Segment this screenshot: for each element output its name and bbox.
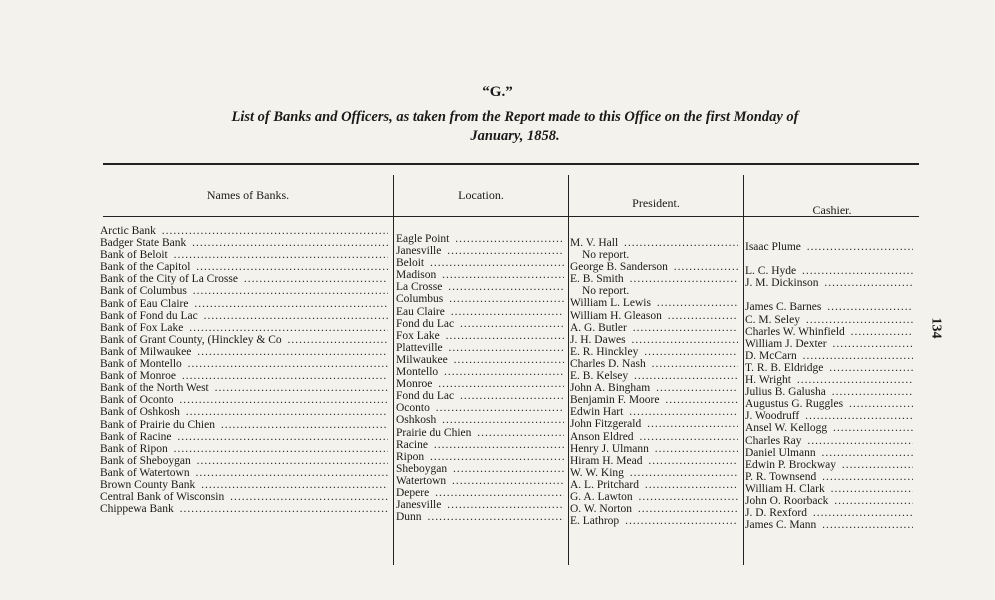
bank-name-row-text: Arctic Bank	[100, 225, 156, 237]
cashier-row-text: J. M. Dickinson	[745, 277, 819, 290]
bank-name-row-text: Bank of Grant County, (Hinckley & Co	[100, 333, 282, 346]
cashier-row-text: Charles Ray	[745, 434, 802, 447]
bank-name-row	[100, 358, 388, 370]
location-row	[396, 269, 564, 281]
section-label: “G.”	[482, 84, 513, 100]
cashier-row-text: C. M. Seley	[745, 313, 800, 326]
president-row-text: M. V. Hall	[570, 237, 619, 249]
location-row	[396, 281, 564, 293]
location-row-text: La Crosse	[396, 281, 443, 294]
bank-name-row	[100, 285, 388, 297]
president-row	[570, 467, 738, 479]
bank-name-row-text: Bank of Beloit	[100, 249, 168, 262]
location-row	[396, 451, 564, 463]
president-row-text: E. B. Kelsey	[570, 370, 629, 383]
cashier-row	[745, 265, 913, 277]
location-row-text: Fond du Lac	[396, 390, 455, 403]
president-row-text: E. B. Smith	[570, 273, 624, 286]
bank-name-row	[100, 249, 388, 261]
president-row-text: William H. Gleason	[570, 309, 662, 322]
cashier-row-text: D. McCarn	[745, 349, 797, 362]
cashier-row	[745, 386, 913, 398]
cashier-row-text: James C. Barnes	[745, 301, 822, 314]
location-row-text: Fox Lake	[396, 329, 440, 342]
president-row	[570, 443, 738, 455]
cashier-row	[745, 447, 913, 459]
location-row	[396, 257, 564, 269]
location-row	[396, 499, 564, 511]
header-cashier: Cashier.	[812, 203, 852, 217]
bank-name-row	[100, 491, 388, 503]
column-divider	[743, 175, 744, 565]
column-divider	[568, 175, 569, 565]
president-row	[570, 346, 738, 358]
cashier-row	[745, 253, 913, 265]
location-row-text: Eau Claire	[396, 305, 445, 318]
president-row	[570, 322, 738, 334]
location-row-text: Sheboygan	[396, 462, 448, 475]
cashier-row-text: T. R. B. Eldridge	[745, 361, 824, 374]
location-row	[396, 330, 564, 342]
bank-name-row-text: Bank of Oconto	[100, 394, 174, 407]
cashier-row	[745, 374, 913, 386]
location-row	[396, 439, 564, 451]
bank-name-row-text: Central Bank of Wisconsin	[100, 491, 225, 504]
location-row-text: Madison	[396, 269, 437, 282]
cashier-row	[745, 507, 913, 519]
bank-name-row-text: Bank of Fond du Lac	[100, 309, 198, 322]
location-row	[396, 366, 564, 378]
location-row	[396, 354, 564, 366]
cashier-row	[745, 241, 913, 253]
location-row	[396, 245, 564, 257]
locations-column	[396, 233, 564, 523]
cashier-row-text: Edwin P. Brockway	[745, 458, 837, 471]
cashiers-column	[745, 241, 913, 531]
location-row-text: Ripon	[396, 450, 425, 463]
location-row-text: Depere	[396, 486, 430, 499]
cashier-row-text: L. C. Hyde	[745, 265, 797, 278]
location-row	[396, 475, 564, 487]
cashier-row-text: Isaac Plume	[745, 241, 801, 253]
cashier-row	[745, 495, 913, 507]
president-row-text: O. W. Norton	[570, 503, 632, 516]
bank-name-row-text: Badger State Bank	[100, 237, 187, 250]
bank-name-row	[100, 322, 388, 334]
bank-name-row-text: Bank of Fox Lake	[100, 321, 184, 334]
president-row	[570, 273, 738, 285]
president-row-text: G. A. Lawton	[570, 490, 633, 503]
document-title	[120, 108, 910, 146]
cashier-row	[745, 289, 913, 301]
location-row	[396, 511, 564, 523]
president-row	[570, 285, 738, 297]
bank-name-row	[100, 298, 388, 310]
president-row-text: Anson Eldred	[570, 430, 634, 443]
location-row-text: Racine	[396, 438, 428, 451]
header-president: President.	[632, 196, 680, 210]
president-row-text: William L. Lewis	[570, 297, 651, 310]
cashier-row-text: H. Wright	[745, 374, 791, 387]
location-row-text: Montello	[396, 366, 439, 379]
bank-name-row-text: Chippewa Bank	[100, 503, 174, 516]
bank-name-row-text: Bank of Racine	[100, 430, 172, 443]
cashier-row-text: Julius B. Galusha	[745, 386, 826, 399]
president-row	[570, 261, 738, 273]
cashier-row-text: James C. Mann	[745, 519, 817, 532]
location-row-text: Eagle Point	[396, 233, 450, 245]
title-line-1: List of Banks and Officers, as taken from the Report made to this Office on the first Monday of	[231, 109, 799, 125]
cashier-row	[745, 301, 913, 313]
location-row	[396, 378, 564, 390]
bank-name-row-text: Bank of the North West	[100, 382, 209, 395]
bank-name-row-text: Bank of the City of La Crosse	[100, 273, 238, 286]
header-location: Location.	[458, 188, 504, 202]
location-row-text: Fond du Lac	[396, 317, 455, 330]
location-row-text: Janesville	[396, 499, 442, 512]
president-row-text: John A. Bingham	[570, 382, 651, 395]
location-row	[396, 306, 564, 318]
cashier-row-text	[745, 253, 747, 265]
bank-name-row-text: Bank of Columbus	[100, 285, 187, 298]
location-row-text: Columbus	[396, 293, 444, 306]
cashier-row	[745, 435, 913, 447]
page-number: 134	[928, 317, 944, 339]
cashier-row	[745, 338, 913, 350]
bank-name-row-text: Bank of Sheboygan	[100, 454, 191, 467]
president-row	[570, 249, 738, 261]
president-row-text: Henry J. Ulmann	[570, 442, 649, 455]
president-row-text: J. H. Dawes	[570, 333, 626, 346]
cashier-row	[745, 398, 913, 410]
bank-name-row-text: Bank of the Capitol	[100, 261, 191, 274]
bank-name-row	[100, 431, 388, 443]
cashier-row-text: Charles W. Whinfield	[745, 325, 845, 338]
cashier-row	[745, 362, 913, 374]
president-row	[570, 479, 738, 491]
location-row-text: Oconto	[396, 402, 430, 415]
bank-name-row	[100, 503, 388, 515]
location-row	[396, 487, 564, 499]
header-bank-names: Names of Banks.	[206, 188, 290, 202]
bank-name-row-text: Bank of Oshkosh	[100, 406, 180, 419]
location-row	[396, 402, 564, 414]
cashier-row	[745, 471, 913, 483]
cashier-row	[745, 326, 913, 338]
location-row	[396, 293, 564, 305]
bank-name-row	[100, 382, 388, 394]
location-row-text: Janesville	[396, 245, 442, 258]
president-row-text: E. R. Hinckley	[570, 345, 639, 358]
president-row-text: No report.	[582, 285, 630, 298]
bank-name-row	[100, 237, 388, 249]
president-row-text: Edwin Hart	[570, 406, 624, 419]
title-line-2: January, 1858.	[470, 128, 560, 144]
president-row	[570, 515, 738, 527]
president-row-text: John Fitzgerald	[570, 418, 642, 431]
president-row-text: E. Lathrop	[570, 515, 620, 528]
cashier-row-text: John O. Roorback	[745, 494, 829, 507]
president-row	[570, 370, 738, 382]
cashier-row	[745, 422, 913, 434]
bank-name-row	[100, 455, 388, 467]
president-row	[570, 310, 738, 322]
bank-name-row-text: Bank of Ripon	[100, 442, 168, 455]
bank-name-row-text: Bank of Eau Claire	[100, 297, 189, 310]
location-row	[396, 427, 564, 439]
president-row-text: No report.	[582, 249, 630, 262]
location-row	[396, 414, 564, 426]
president-row	[570, 455, 738, 467]
location-row-text: Milwaukee	[396, 353, 448, 366]
bank-name-row-text: Bank of Monroe	[100, 370, 177, 383]
location-row	[396, 233, 564, 245]
cashier-row-text: J. Woodruff	[745, 410, 800, 423]
cashier-row	[745, 483, 913, 495]
bank-name-row	[100, 419, 388, 431]
location-row-text: Oshkosh	[396, 414, 437, 427]
bank-name-row	[100, 273, 388, 285]
president-row-text: A. G. Butler	[570, 321, 627, 334]
president-row-text: A. L. Pritchard	[570, 478, 639, 491]
location-row	[396, 342, 564, 354]
cashier-row-text: William J. Dexter	[745, 337, 827, 350]
location-row	[396, 318, 564, 330]
location-row-text: Monroe	[396, 378, 433, 391]
presidents-column	[570, 237, 738, 527]
president-row	[570, 406, 738, 418]
president-row-text: George B. Sanderson	[570, 261, 668, 274]
cashier-row	[745, 410, 913, 422]
bank-name-row	[100, 443, 388, 455]
location-row-text: Beloit	[396, 257, 425, 270]
bank-name-row	[100, 261, 388, 273]
cashier-row-text: J. D. Rexford	[745, 507, 807, 520]
president-row	[570, 237, 738, 249]
bank-name-row-text: Brown County Bank	[100, 478, 196, 491]
cashier-row	[745, 277, 913, 289]
bank-name-row	[100, 310, 388, 322]
bank-name-row	[100, 406, 388, 418]
president-row	[570, 358, 738, 370]
president-row	[570, 418, 738, 430]
president-row-text: Benjamin F. Moore	[570, 394, 660, 407]
president-row	[570, 503, 738, 515]
cashier-row-text: William H. Clark	[745, 482, 825, 495]
president-row	[570, 297, 738, 309]
bank-name-row-text: Bank of Montello	[100, 358, 182, 371]
bank-name-row	[100, 225, 388, 237]
cashier-row	[745, 519, 913, 531]
cashier-row-text: P. R. Townsend	[745, 470, 817, 483]
cashier-row-text: Augustus G. Ruggles	[745, 398, 844, 411]
cashier-row-text: Ansel W. Kellogg	[745, 422, 828, 435]
bank-name-row-text: Bank of Watertown	[100, 466, 190, 479]
cashier-row-text: Daniel Ulmann	[745, 446, 816, 459]
bank-name-row	[100, 346, 388, 358]
cashier-row	[745, 459, 913, 471]
president-row-text: Charles D. Nash	[570, 357, 646, 370]
president-row-text: W. W. King	[570, 466, 624, 479]
location-row-text: Platteville	[396, 341, 443, 354]
location-row-text: Watertown	[396, 474, 447, 487]
president-row	[570, 334, 738, 346]
president-row-text: Hiram H. Mead	[570, 454, 643, 467]
president-row	[570, 382, 738, 394]
president-row	[570, 431, 738, 443]
location-row	[396, 463, 564, 475]
location-row-text: Prairie du Chien	[396, 426, 472, 439]
table-top-rule	[103, 163, 919, 165]
bank-name-row-text: Bank of Prairie du Chien	[100, 418, 215, 431]
cashier-row-text	[745, 289, 747, 301]
bank-name-row	[100, 370, 388, 382]
location-row-text: Dunn	[396, 511, 422, 524]
bank-name-row	[100, 334, 388, 346]
column-divider	[393, 175, 394, 565]
location-row	[396, 390, 564, 402]
bank-name-row-text: Bank of Milwaukee	[100, 345, 192, 358]
bank-names-column	[100, 225, 388, 515]
bank-name-row	[100, 479, 388, 491]
bank-name-row	[100, 467, 388, 479]
bank-name-row	[100, 394, 388, 406]
president-row	[570, 394, 738, 406]
president-row	[570, 491, 738, 503]
cashier-row	[745, 314, 913, 326]
cashier-row	[745, 350, 913, 362]
